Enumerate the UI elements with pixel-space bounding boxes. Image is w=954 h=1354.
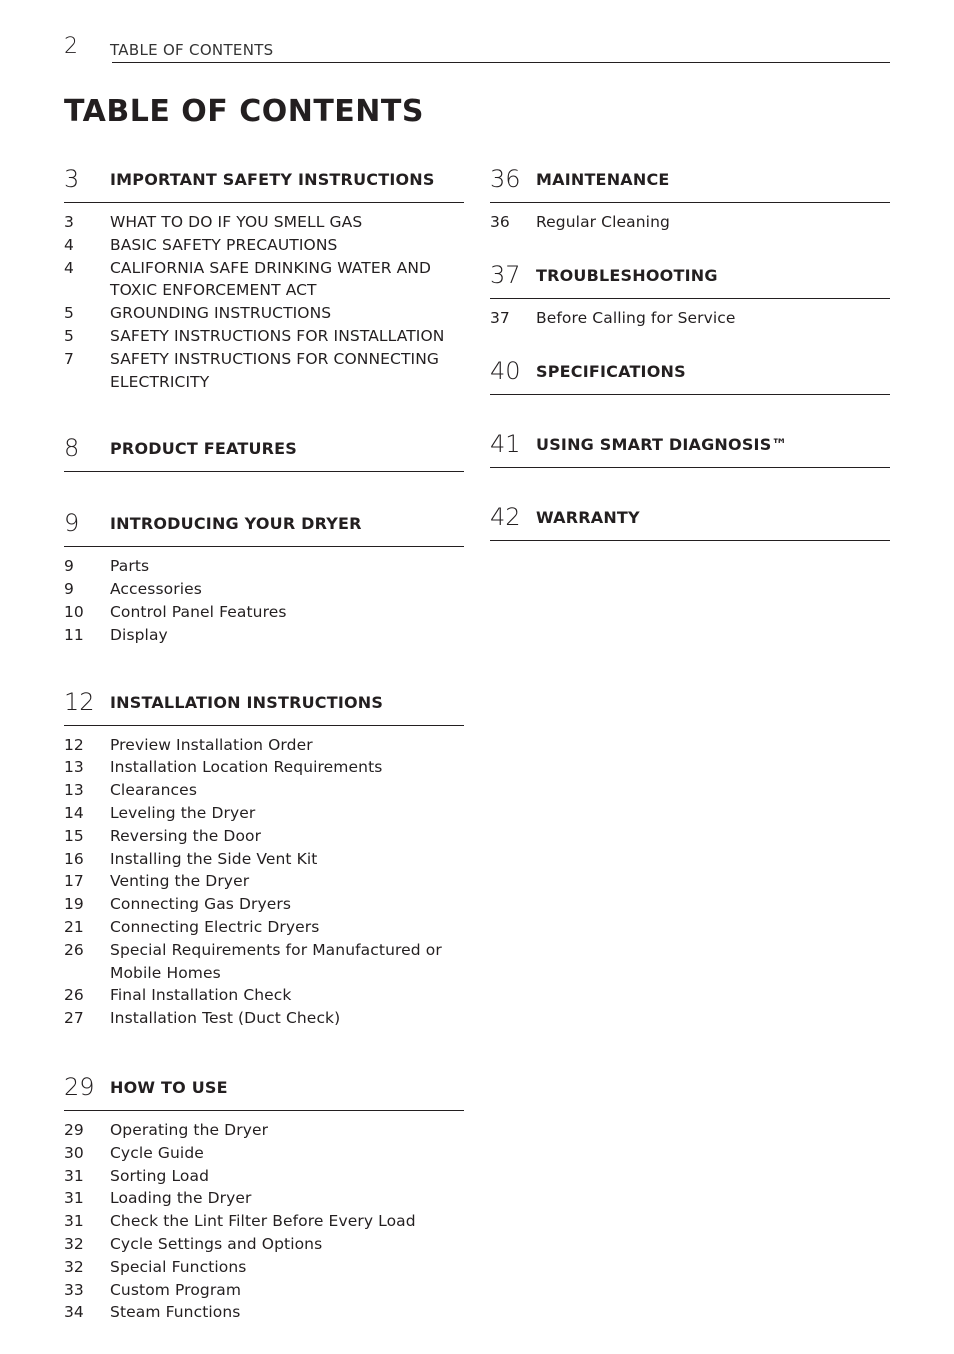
toc-entry[interactable] bbox=[64, 1007, 464, 1030]
entry-page-number: 26 bbox=[64, 986, 84, 1005]
entry-page-number: 19 bbox=[64, 895, 84, 914]
toc-section bbox=[64, 429, 464, 472]
section-title: INTRODUCING YOUR DRYER bbox=[110, 514, 362, 534]
page-title: TABLE OF CONTENTS bbox=[64, 94, 424, 129]
page-number: 2 bbox=[64, 34, 78, 59]
entry-page-number: 32 bbox=[64, 1234, 84, 1253]
entry-page-number: 27 bbox=[64, 1009, 84, 1028]
entry-label: Control Panel Features bbox=[110, 602, 287, 621]
toc-section bbox=[64, 1068, 464, 1324]
entry-label: Before Calling for Service bbox=[536, 308, 736, 327]
entry-label: Display bbox=[110, 625, 168, 644]
page-header bbox=[64, 34, 890, 64]
entry-page-number: 12 bbox=[64, 735, 84, 754]
entry-label: Cycle Settings and Options bbox=[110, 1234, 323, 1253]
toc-entry[interactable] bbox=[64, 1142, 464, 1165]
toc-section bbox=[64, 160, 464, 393]
toc-section bbox=[490, 352, 890, 395]
toc-entry[interactable] bbox=[64, 257, 464, 303]
section-entries bbox=[64, 726, 464, 1030]
entry-page-number: 15 bbox=[64, 826, 84, 845]
entry-label: Installation Test (Duct Check) bbox=[110, 1009, 341, 1028]
entry-label: Accessories bbox=[110, 580, 202, 599]
entry-label: Operating the Dryer bbox=[110, 1120, 269, 1139]
toc-entry[interactable] bbox=[64, 756, 464, 779]
section-heading[interactable] bbox=[490, 425, 890, 468]
section-page-number: 37 bbox=[490, 260, 521, 289]
entry-label: Sorting Load bbox=[110, 1166, 210, 1185]
toc-entry[interactable] bbox=[64, 893, 464, 916]
section-title: SPECIFICATIONS bbox=[536, 361, 686, 381]
toc-left-column bbox=[64, 160, 464, 1324]
toc-section bbox=[490, 160, 890, 234]
toc-section bbox=[64, 683, 464, 1030]
section-page-number: 9 bbox=[64, 509, 80, 538]
toc-entry[interactable] bbox=[64, 601, 464, 624]
entry-label: Reversing the Door bbox=[110, 826, 262, 845]
entry-page-number: 3 bbox=[64, 213, 74, 231]
entry-label: GROUNDING INSTRUCTIONS bbox=[110, 304, 332, 323]
section-title: WARRANTY bbox=[536, 507, 640, 527]
header-rule bbox=[112, 62, 890, 63]
section-heading[interactable] bbox=[64, 160, 464, 203]
entry-label: Venting the Dryer bbox=[110, 872, 250, 891]
section-title: INSTALLATION INSTRUCTIONS bbox=[110, 692, 384, 712]
toc-section bbox=[490, 425, 890, 468]
entry-page-number: 36 bbox=[490, 213, 510, 231]
toc-section bbox=[490, 256, 890, 330]
section-entries bbox=[490, 203, 890, 234]
entry-label: BASIC SAFETY PRECAUTIONS bbox=[110, 235, 338, 254]
toc-entry[interactable] bbox=[64, 848, 464, 871]
toc-right-column bbox=[490, 160, 890, 541]
entry-label: CALIFORNIA SAFE DRINKING WATER AND TOXIC ENFORCEMENT ACT bbox=[110, 258, 432, 300]
section-title: USING SMART DIAGNOSIS™ bbox=[536, 434, 788, 454]
entry-label: Installing the Side Vent Kit bbox=[110, 849, 318, 868]
section-page-number: 29 bbox=[64, 1072, 95, 1101]
section-heading[interactable] bbox=[64, 429, 464, 472]
section-entries bbox=[490, 299, 890, 330]
toc-entry[interactable] bbox=[64, 302, 464, 325]
toc-entry[interactable] bbox=[64, 1279, 464, 1302]
toc-entry[interactable] bbox=[64, 555, 464, 578]
entry-page-number: 5 bbox=[64, 304, 74, 323]
entry-label: Cycle Guide bbox=[110, 1143, 204, 1162]
entry-page-number: 33 bbox=[64, 1280, 84, 1299]
entry-label: Special Requirements for Manufactured or Mobile Homes bbox=[110, 940, 442, 982]
toc-entry[interactable] bbox=[64, 1119, 464, 1142]
section-page-number: 41 bbox=[490, 429, 521, 458]
entry-page-number: 31 bbox=[64, 1212, 84, 1231]
toc-entry[interactable] bbox=[64, 211, 464, 234]
entry-label: Clearances bbox=[110, 781, 197, 800]
toc-entry[interactable] bbox=[64, 916, 464, 939]
toc-entry[interactable] bbox=[64, 984, 464, 1007]
section-heading[interactable] bbox=[490, 498, 890, 541]
toc-entry[interactable] bbox=[64, 734, 464, 757]
toc-entry[interactable] bbox=[490, 307, 890, 330]
section-title: PRODUCT FEATURES bbox=[110, 439, 298, 459]
entry-page-number: 4 bbox=[64, 258, 74, 277]
running-header-label: TABLE OF CONTENTS bbox=[110, 41, 274, 59]
section-page-number: 8 bbox=[64, 434, 80, 463]
entry-label: Check the Lint Filter Before Every Load bbox=[110, 1212, 416, 1231]
entry-page-number: 13 bbox=[64, 781, 84, 800]
toc-entry[interactable] bbox=[64, 624, 464, 647]
toc-entry[interactable] bbox=[64, 1301, 464, 1324]
section-page-number: 42 bbox=[490, 502, 521, 531]
toc-entry[interactable] bbox=[64, 1256, 464, 1279]
toc-entry[interactable] bbox=[64, 578, 464, 601]
toc-entry[interactable] bbox=[64, 1210, 464, 1233]
section-entries bbox=[64, 203, 464, 393]
section-entries bbox=[64, 1111, 464, 1324]
entry-label: Connecting Gas Dryers bbox=[110, 895, 292, 914]
section-page-number: 40 bbox=[490, 356, 521, 385]
entry-page-number: 21 bbox=[64, 917, 84, 936]
toc-entry[interactable] bbox=[64, 1233, 464, 1256]
entry-label: Preview Installation Order bbox=[110, 735, 313, 754]
section-heading[interactable] bbox=[490, 160, 890, 203]
entry-label: Custom Program bbox=[110, 1280, 242, 1299]
toc-entry[interactable] bbox=[490, 211, 890, 234]
entry-page-number: 5 bbox=[64, 326, 74, 345]
entry-page-number: 11 bbox=[64, 625, 84, 644]
section-entries bbox=[64, 547, 464, 646]
section-heading[interactable] bbox=[64, 504, 464, 547]
section-title: HOW TO USE bbox=[110, 1077, 228, 1097]
section-page-number: 12 bbox=[64, 687, 95, 716]
entry-page-number: 31 bbox=[64, 1189, 84, 1208]
entry-label: Connecting Electric Dryers bbox=[110, 917, 320, 936]
entry-page-number: 26 bbox=[64, 940, 84, 959]
toc-entry[interactable] bbox=[64, 325, 464, 348]
section-heading[interactable] bbox=[64, 683, 464, 726]
section-title: IMPORTANT SAFETY INSTRUCTIONS bbox=[110, 170, 435, 189]
section-heading[interactable] bbox=[490, 352, 890, 395]
entry-page-number: 37 bbox=[490, 308, 510, 327]
entry-page-number: 7 bbox=[64, 349, 74, 368]
entry-label: Special Functions bbox=[110, 1257, 247, 1276]
toc-entry[interactable] bbox=[64, 234, 464, 257]
entry-label: Leveling the Dryer bbox=[110, 803, 256, 822]
entry-page-number: 9 bbox=[64, 557, 74, 576]
entry-page-number: 34 bbox=[64, 1303, 84, 1322]
entry-page-number: 30 bbox=[64, 1143, 84, 1162]
toc-entry[interactable] bbox=[64, 348, 464, 394]
entry-label: Parts bbox=[110, 557, 150, 576]
entry-label: Regular Cleaning bbox=[536, 213, 670, 231]
toc-section bbox=[64, 504, 464, 646]
toc-entry[interactable] bbox=[64, 870, 464, 893]
entry-label: Loading the Dryer bbox=[110, 1189, 252, 1208]
toc-section bbox=[490, 498, 890, 541]
entry-page-number: 4 bbox=[64, 235, 74, 254]
entry-label: Final Installation Check bbox=[110, 986, 292, 1005]
section-title: TROUBLESHOOTING bbox=[536, 265, 718, 285]
entry-label: WHAT TO DO IF YOU SMELL GAS bbox=[110, 213, 363, 231]
entry-label: Installation Location Requirements bbox=[110, 758, 383, 777]
entry-page-number: 29 bbox=[64, 1120, 84, 1139]
entry-page-number: 10 bbox=[64, 602, 84, 621]
entry-label: Steam Functions bbox=[110, 1303, 241, 1322]
entry-page-number: 17 bbox=[64, 872, 84, 891]
toc-entry[interactable] bbox=[64, 1187, 464, 1210]
toc-entry[interactable] bbox=[64, 1165, 464, 1188]
toc-entry[interactable] bbox=[64, 825, 464, 848]
toc-entry[interactable] bbox=[64, 802, 464, 825]
toc-entry[interactable] bbox=[64, 779, 464, 802]
section-page-number: 3 bbox=[64, 165, 80, 193]
entry-page-number: 14 bbox=[64, 803, 84, 822]
entry-page-number: 31 bbox=[64, 1166, 84, 1185]
toc-entry[interactable] bbox=[64, 939, 464, 985]
entry-page-number: 9 bbox=[64, 580, 74, 599]
entry-page-number: 13 bbox=[64, 758, 84, 777]
section-page-number: 36 bbox=[490, 165, 521, 193]
section-heading[interactable] bbox=[490, 256, 890, 299]
entry-page-number: 32 bbox=[64, 1257, 84, 1276]
entry-label: SAFETY INSTRUCTIONS FOR CONNECTING ELECTRICITY bbox=[110, 349, 439, 391]
entry-label: SAFETY INSTRUCTIONS FOR INSTALLATION bbox=[110, 326, 445, 345]
section-title: MAINTENANCE bbox=[536, 170, 670, 189]
entry-page-number: 16 bbox=[64, 849, 84, 868]
section-heading[interactable] bbox=[64, 1068, 464, 1111]
